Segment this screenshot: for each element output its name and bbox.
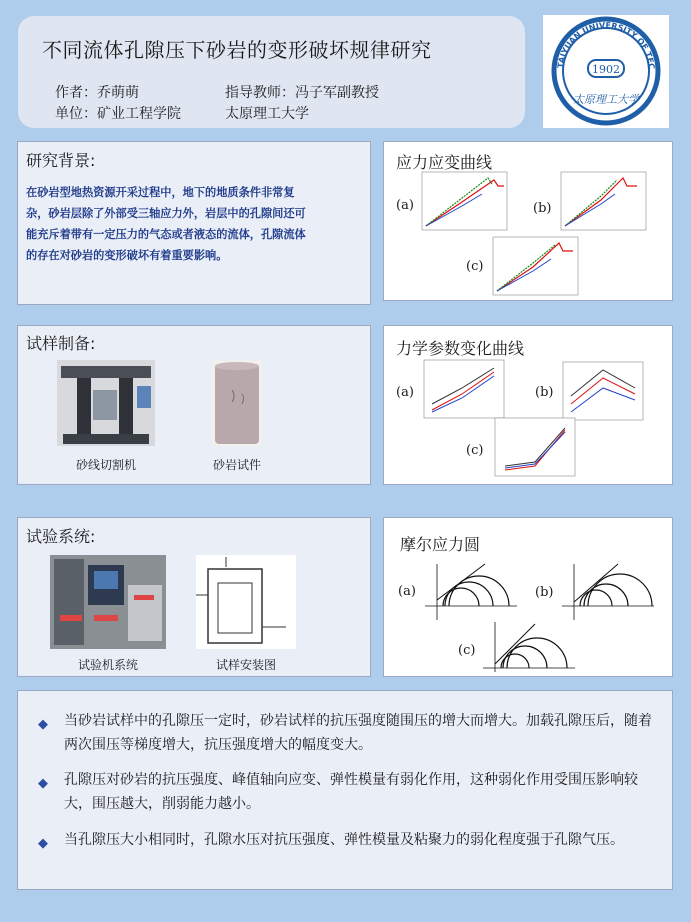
mech-params-label-a: (a) [396, 385, 414, 400]
background-title: 研究背景: [26, 151, 96, 170]
mohr-plot-c [483, 620, 575, 674]
diamond-bullet-icon: ◆ [38, 836, 48, 851]
stress-strain-plot-c [493, 237, 578, 295]
mech-params-label-c: (c) [466, 443, 484, 458]
mohr-label-c: (c) [458, 643, 476, 658]
affiliation: 单位：矿业工程学院 [55, 106, 181, 122]
mech-params-label-b: (b) [535, 385, 554, 400]
install-diagram-icon [196, 555, 296, 649]
mech-params-plot-b [563, 362, 643, 420]
advisor: 指导教师：冯子军副教授 [225, 85, 379, 101]
mech-params-title: 力学参数变化曲线 [396, 339, 525, 358]
diamond-bullet-icon: ◆ [38, 717, 48, 732]
stress-strain-label-c: (c) [466, 259, 484, 274]
mech-params-plot-a [424, 360, 504, 418]
sandstone-sample-photo-icon [212, 360, 262, 446]
poster-title: 不同流体孔隙压下砂岩的变形破坏规律研究 [42, 38, 432, 62]
conclusion-item: ◆ 孔隙压对砂岩的抗压强度、峰值轴向应变、弹性模量有弱化作用，这种弱化作用受围压影响较大，围压越大，削弱能力越小。 [38, 772, 638, 812]
test-system-title: 试验系统: [26, 527, 96, 546]
university-logo [539, 8, 669, 128]
logo-year: 1902 [592, 63, 620, 76]
university: 太原理工大学 [225, 106, 309, 122]
stress-strain-label-b: (b) [533, 201, 552, 216]
background-body: 在砂岩型地热资源开采过程中，地下的地质条件非常复杂，砂岩层除了外部受三轴应力外，岩层中的孔隙间还可能充斥着带有一定压力的气态或者液态的流体，孔隙流体的存在对砂岩的变形破坏有着重要影响。 [26, 186, 306, 262]
install-caption: 试样安装图 [215, 658, 276, 672]
sample-prep-title: 试样制备: [26, 334, 96, 353]
wire-saw-caption: 砂线切割机 [75, 458, 136, 472]
mohr-plot-a [425, 562, 517, 622]
test-machine-caption: 试验机系统 [77, 658, 138, 672]
logo-seal-icon [539, 8, 669, 128]
mech-params-plot-c [495, 418, 575, 476]
mohr-label-b: (b) [535, 585, 554, 600]
title-banner [18, 16, 525, 128]
logo-ring-text: TAIYUAN UNIVERSITY OF TECHNOLOGY [539, 8, 657, 70]
mohr-label-a: (a) [398, 584, 416, 599]
wire-saw-photo-icon [57, 360, 155, 446]
stress-strain-label-a: (a) [396, 198, 414, 213]
stress-strain-plot-a [422, 172, 507, 230]
stress-strain-plot-b [561, 172, 646, 230]
diamond-bullet-icon: ◆ [38, 776, 48, 791]
test-machine-photo-icon [50, 555, 166, 649]
conclusion-item: ◆ 当孔隙压大小相同时，孔隙水压对抗压强度、弹性模量及粘聚力的弱化程度强于孔隙气压。 [38, 828, 658, 852]
logo-calligraphy: 太原理工大学 [573, 93, 639, 106]
mohr-title: 摩尔应力圆 [400, 535, 481, 554]
mohr-plot-b [562, 562, 654, 622]
author: 作者：乔萌萌 [55, 85, 139, 101]
conclusion-item: ◆ 当砂岩试样中的孔隙压一定时，砂岩试样的抗压强度随围压的增大而增大。加载孔隙压后，随着两次围压等梯度增大，抗压强度增大的幅度变大。 [38, 713, 652, 753]
sample-caption: 砂岩试件 [212, 458, 261, 472]
stress-strain-title: 应力应变曲线 [396, 153, 493, 172]
